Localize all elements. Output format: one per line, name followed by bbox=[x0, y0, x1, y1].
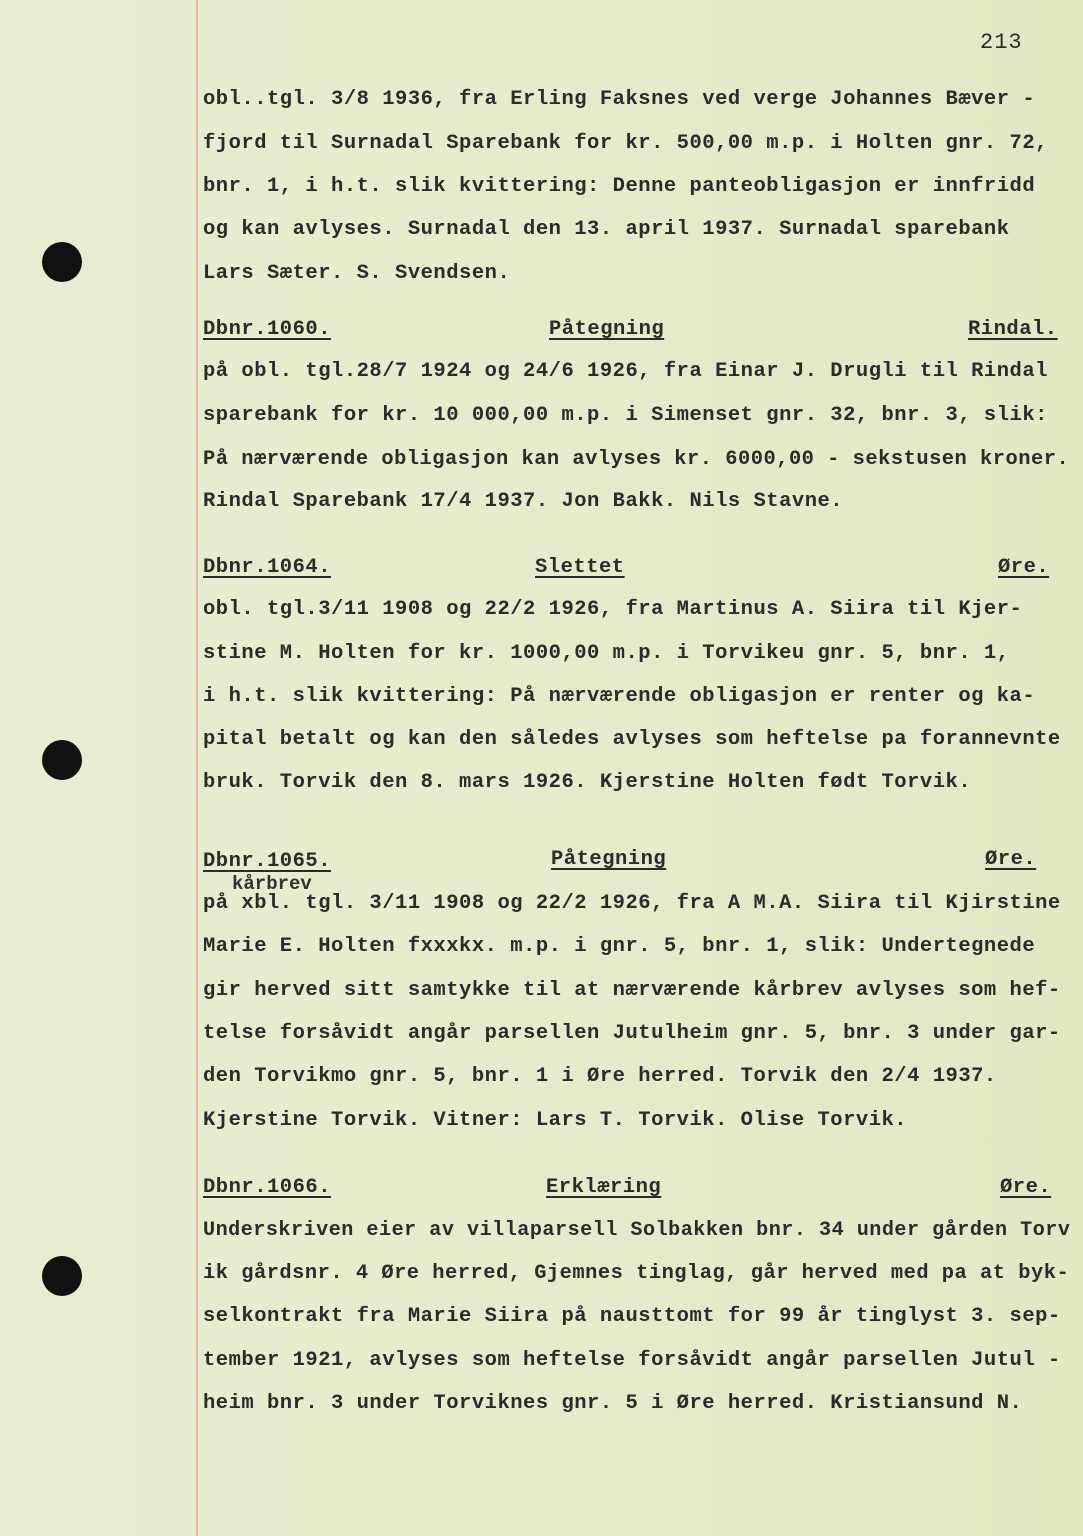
binder-hole-top bbox=[42, 242, 82, 282]
text-line: sparebank for kr. 10 000,00 m.p. i Simenset gnr. 32, bnr. 3, slik: bbox=[203, 404, 1048, 427]
text-line: bruk. Torvik den 8. mars 1926. Kjerstine Holten født Torvik. bbox=[203, 771, 972, 794]
text-line: pital betalt og kan den således avlyses som heftelse pa forannevnte bbox=[203, 728, 1061, 751]
page-number: 213 bbox=[980, 30, 1023, 55]
entry-number: Dbnr.1064. bbox=[203, 556, 332, 579]
entry-type: Påtegning bbox=[549, 318, 665, 341]
text-line: telse forsåvidt angår parsellen Jutulheim gnr. 5, bnr. 3 under gar- bbox=[203, 1022, 1061, 1045]
text-line: obl..tgl. 3/8 1936, fra Erling Faksnes ved verge Johannes Bæver - bbox=[203, 88, 1036, 111]
entry-place: Rindal. bbox=[968, 318, 1058, 341]
text-line: den Torvikmo gnr. 5, bnr. 1 i Øre herred. Torvik den 2/4 1937. bbox=[203, 1065, 997, 1088]
text-line: fjord til Surnadal Sparebank for kr. 500,00 m.p. i Holten gnr. 72, bbox=[203, 132, 1048, 155]
text-line: ik gårdsnr. 4 Øre herred, Gjemnes tinglag, går herved med pa at byk- bbox=[203, 1262, 1070, 1285]
entry-type: Påtegning bbox=[551, 848, 667, 871]
text-line: Marie E. Holten fxxxkx. m.p. i gnr. 5, bnr. 1, slik: Undertegnede bbox=[203, 935, 1036, 958]
text-line: bnr. 1, i h.t. slik kvittering: Denne panteobligasjon er innfridd bbox=[203, 175, 1036, 198]
entry-type: Erklæring bbox=[546, 1176, 662, 1199]
text-line: tember 1921, avlyses som heftelse forsåvidt angår parsellen Jutul - bbox=[203, 1349, 1061, 1372]
entry-place: Øre. bbox=[998, 556, 1050, 579]
entry-number: Dbnr.1060. bbox=[203, 318, 332, 341]
text-line: Kjerstine Torvik. Vitner: Lars T. Torvik. Olise Torvik. bbox=[203, 1109, 908, 1132]
entry-place: Øre. bbox=[985, 848, 1037, 871]
text-line: Underskriven eier av villaparsell Solbakken bnr. 34 under gården Torv bbox=[203, 1219, 1071, 1242]
text-line: og kan avlyses. Surnadal den 13. april 1937. Surnadal sparebank bbox=[203, 218, 1010, 241]
text-line: Rindal Sparebank 17/4 1937. Jon Bakk. Nils Stavne. bbox=[203, 490, 844, 513]
entry-number: Dbnr.1066. bbox=[203, 1176, 332, 1199]
text-line: selkontrakt fra Marie Siira på nausttomt for 99 år tinglyst 3. sep- bbox=[203, 1305, 1061, 1328]
text-line: på obl. tgl.28/7 1924 og 24/6 1926, fra Einar J. Drugli til Rindal bbox=[203, 360, 1048, 383]
text-line: stine M. Holten for kr. 1000,00 m.p. i Torvikeu gnr. 5, bnr. 1, bbox=[203, 642, 1010, 665]
text-line: gir herved sitt samtykke til at nærværende kårbrev avlyses som hef- bbox=[203, 979, 1061, 1002]
binder-hole-bottom bbox=[42, 1256, 82, 1296]
text-line: heim bnr. 3 under Torviknes gnr. 5 i Øre herred. Kristiansund N. bbox=[203, 1392, 1023, 1415]
text-line: obl. tgl.3/11 1908 og 22/2 1926, fra Martinus A. Siira til Kjer- bbox=[203, 598, 1023, 621]
text-line: på xbl. tgl. 3/11 1908 og 22/2 1926, fra A M.A. Siira til Kjirstine bbox=[203, 892, 1061, 915]
margin-rule bbox=[196, 0, 198, 1536]
binder-hole-middle bbox=[42, 740, 82, 780]
entry-place: Øre. bbox=[1000, 1176, 1052, 1199]
entry-number: Dbnr.1065. bbox=[203, 850, 332, 873]
interlinear-correction: kårbrev bbox=[232, 873, 312, 895]
entry-type: Slettet bbox=[535, 556, 625, 579]
text-line: På nærværende obligasjon kan avlyses kr. 6000,00 - sekstusen kroner. bbox=[203, 448, 1070, 471]
text-line: i h.t. slik kvittering: På nærværende obligasjon er renter og ka- bbox=[203, 685, 1036, 708]
text-line: Lars Sæter. S. Svendsen. bbox=[203, 262, 511, 285]
